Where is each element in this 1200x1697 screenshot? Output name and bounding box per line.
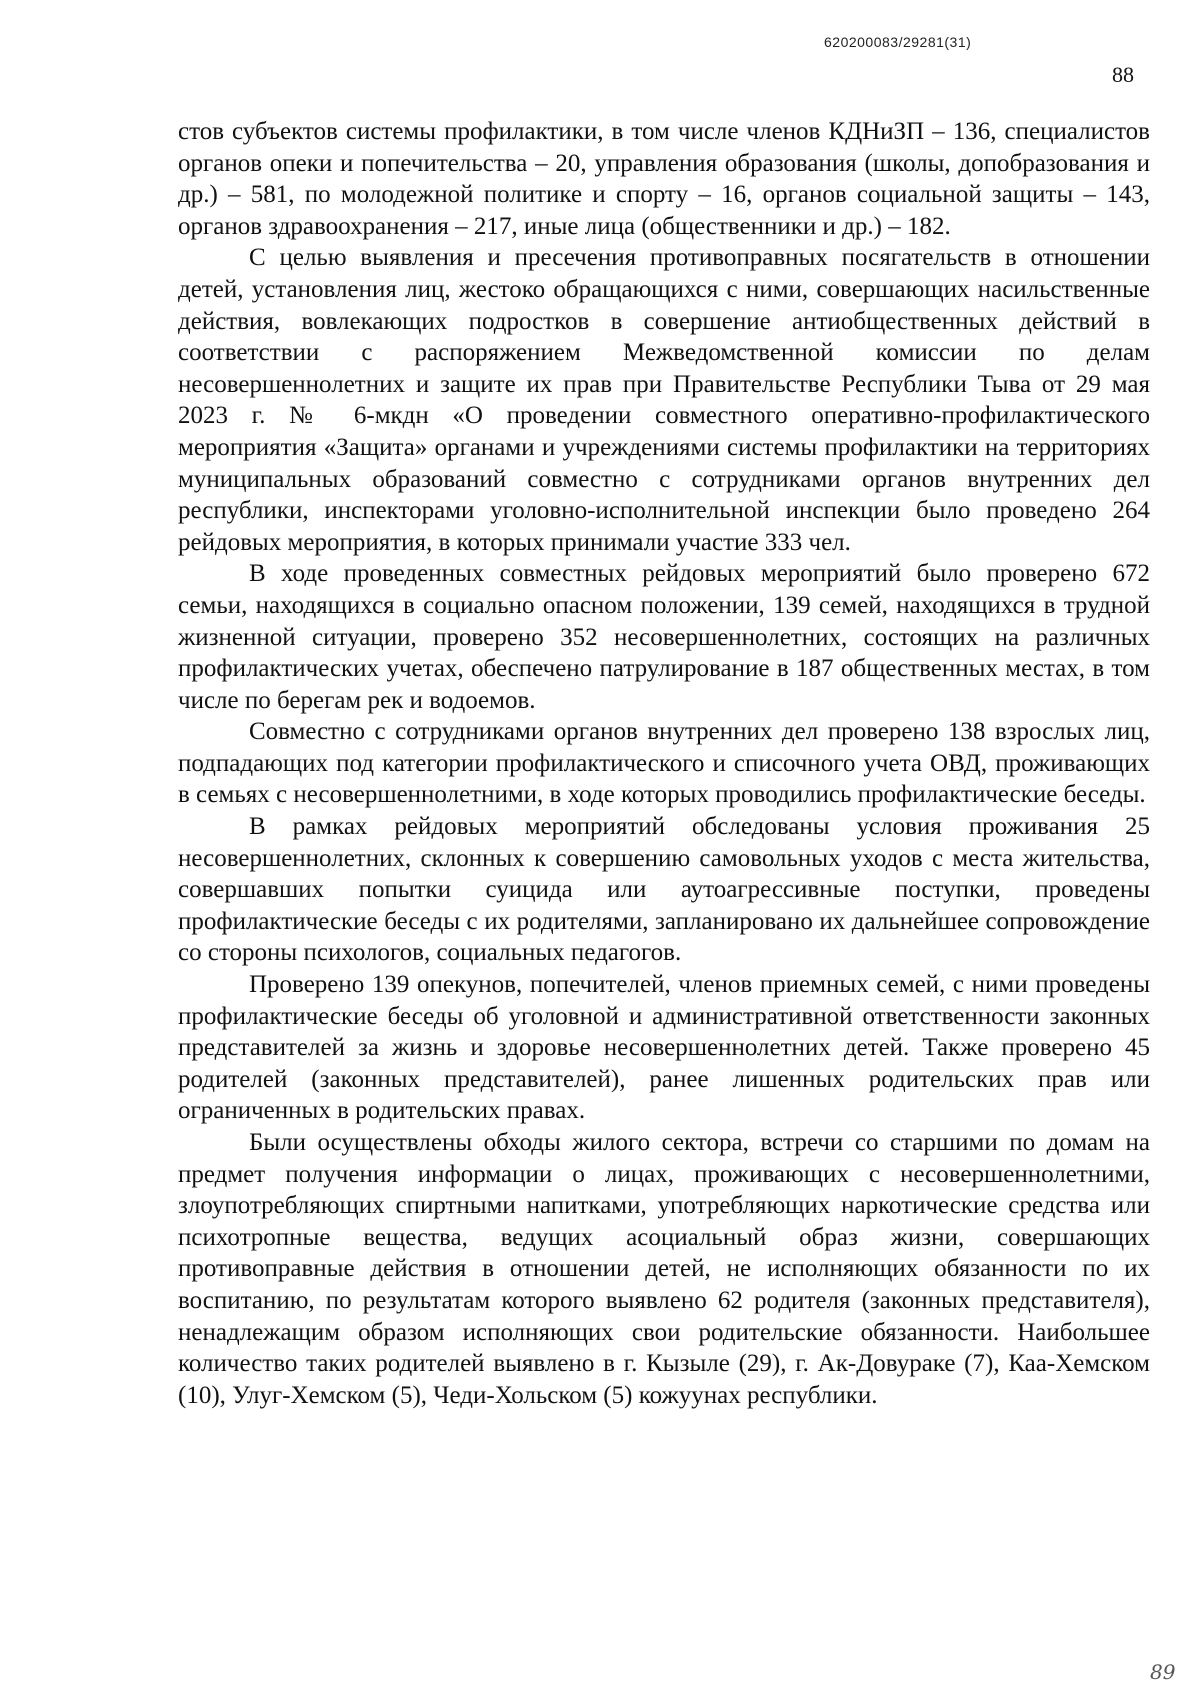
- page-number: 88: [1112, 62, 1134, 87]
- paragraph-guardians: Проверено 139 опекунов, попечителей, членов приемных семей, с ними проведены профилактические беседы об уголовной и административной ответственности законных представителей за жизнь и здоровье несовершеннолетних детей. Также проверено 45 родителей (законных представителей), ранее лишенных родительских прав или ограниченных в родительских правах.: [178, 971, 1150, 1125]
- paragraph-raids: С целью выявления и пресечения противоправных посягательств в отношении детей, установления лиц, жестоко обращающихся с ними, совершающих насильственные действия, вовлекающих подростков в совершение антиобщественных действий в соответствии с распоряжением Межведомственной комиссии по делам несовершеннолетних и защите их прав при Правительстве Республики Тыва от 29 мая 2023 г. № 6-мкдн «О проведении совместного оперативно-профилактического мероприятия «Защита» органами и учреждениями системы профилактики на территориях муниципальных образований совместно с сотрудниками органов внутренних дел республики, инспекторами уголовно-исполнительной инспекции было проведено 264 рейдовых мероприятия, в которых принимали участие 333 чел.: [178, 244, 1150, 556]
- document-id: 620200083/29281(31): [824, 34, 972, 50]
- handwritten-page-mark: 89: [1150, 1660, 1176, 1684]
- paragraph-residential-rounds: Были осуществлены обходы жилого сектора, встречи со старшими по домам на предмет получения информации о лицах, проживающих с несовершеннолетними, злоупотребляющих спиртными напитками, употребляющих наркотические средства или психотропные вещества, ведущих асоциальный образ жизни, совершающих противоправные действия в отношении детей, не исполняющих обязанности по их воспитанию, по результатам которого выявлено 62 родителя (законных представителя), ненадлежащим образом исполняющих свои родительские обязанности. Наибольшее количество таких родителей выявлено в г. Кызыле (29), г. Ак-Довураке (7), Каа-Хемском (10), Улуг-Хемском (5), Чеди-Хольском (5) кожуунах республики.: [178, 1129, 1150, 1409]
- paragraph-families-checked: В ходе проведенных совместных рейдовых мероприятий было проверено 672 семьи, находящихся в социально опасном положении, 139 семей, находящихся в трудной жизненной ситуации, проверено 352 несовершеннолетних, состоящих на различных профилактических учетах, обеспечено патрулирование в 187 общественных местах, в том числе по берегам рек и водоемов.: [178, 560, 1150, 714]
- paragraph-continuation: стов субъектов системы профилактики, в том числе членов КДНиЗП – 136, специалистов органов опеки и попечительства – 20, управления образования (школы, допобразования и др.) – 581, по молодежной политике и спорту – 16, органов социальной защиты – 143, органов здравоохранения – 217, иные лица (общественники и др.) – 182.: [178, 118, 1150, 240]
- document-body: [178, 116, 1150, 1411]
- paragraph-living-conditions: В рамках рейдовых мероприятий обследованы условия проживания 25 несовершеннолетних, склонных к совершению самовольных уходов с места жительства, совершавших попытки суицида или аутоагрессивные поступки, проведены профилактические беседы с их родителями, запланировано их дальнейшее сопровождение со стороны психологов, социальных педагогов.: [178, 813, 1150, 967]
- paragraph-adults-checked: Совместно с сотрудниками органов внутренних дел проверено 138 взрослых лиц, подпадающих под категории профилактического и списочного учета ОВД, проживающих в семьях с несовершеннолетними, в ходе которых проводились профилактические беседы.: [178, 718, 1150, 809]
